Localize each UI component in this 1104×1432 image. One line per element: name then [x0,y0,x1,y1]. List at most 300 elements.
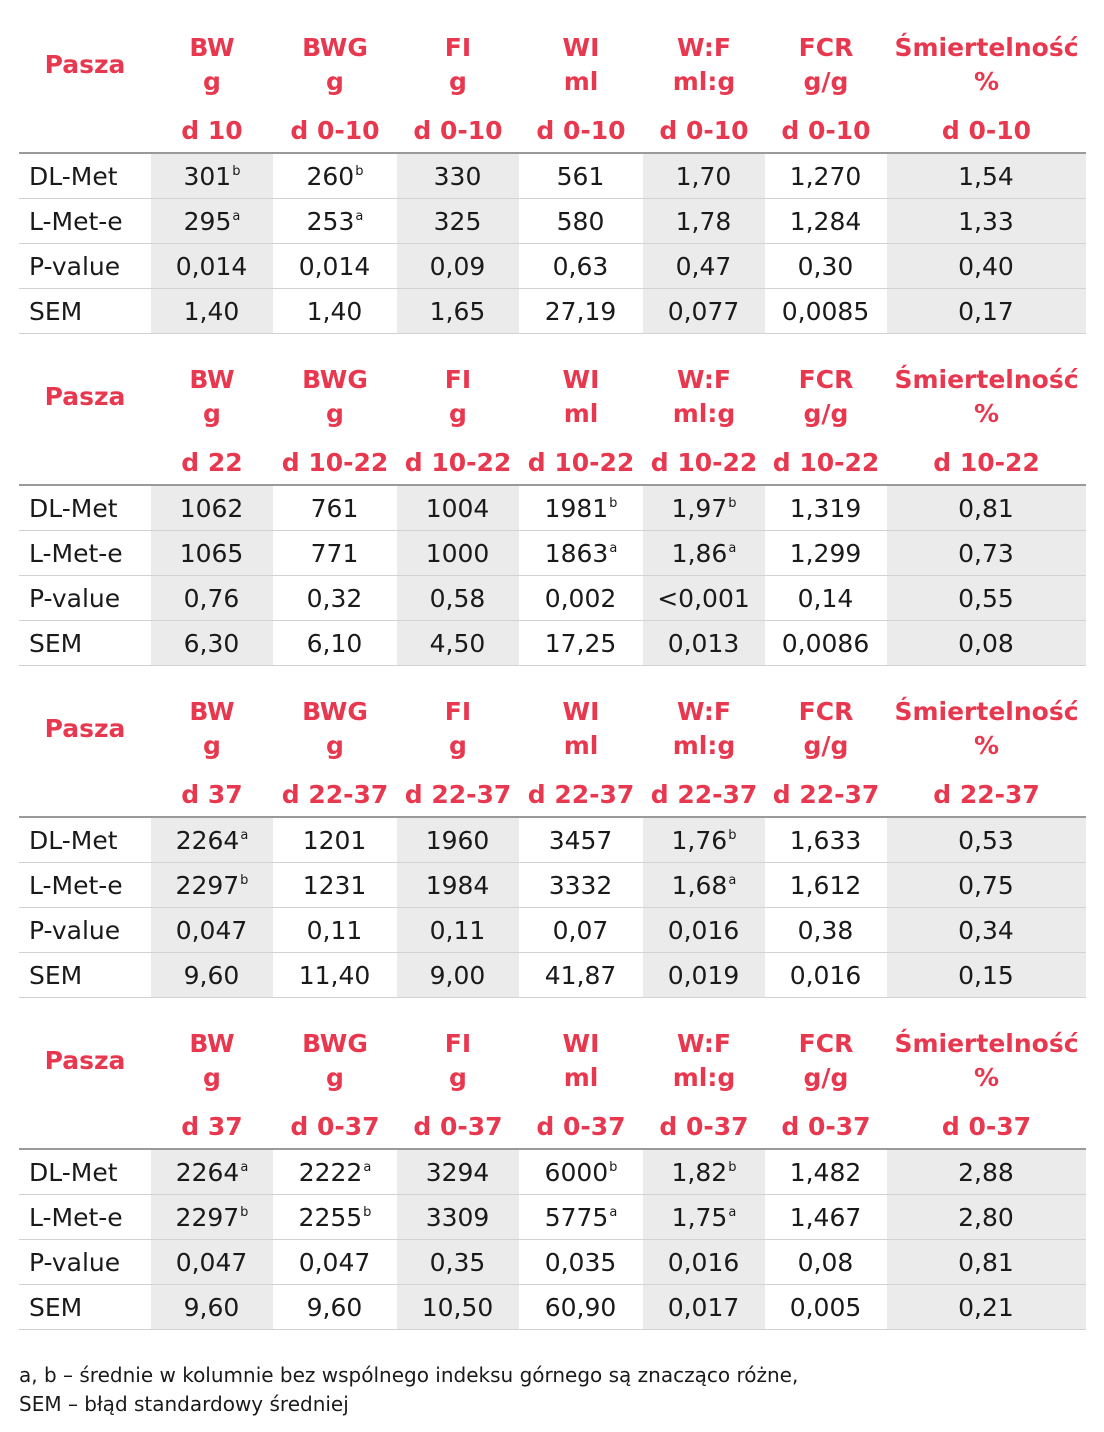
cell [151,1195,273,1240]
cell-value: 0,016 [789,960,862,990]
cell [643,485,765,531]
col-header-fcr [765,678,887,778]
footnotes [19,1361,798,1419]
col-name: WI [562,365,600,394]
cell-value: 1,54 [958,161,1014,191]
cell-value: 1,78 [675,206,732,236]
col-name: FI [444,697,472,726]
col-unit: g [203,399,221,428]
row-label: DL-Met [19,153,151,199]
table-row [19,576,1086,621]
col-header-bwg [273,678,397,778]
cell-value: 1062 [179,493,244,523]
cell [397,485,519,531]
table-row [19,199,1086,244]
col-unit: % [973,399,1000,428]
cell-value: 0,17 [958,296,1014,326]
cell-value: 2222 [298,1157,363,1187]
cell-value: 1,86 [671,538,728,568]
cell [887,1285,1086,1330]
cell-value: 6,30 [183,628,240,658]
period-spacer [19,1110,151,1149]
table-row [19,289,1086,334]
cell [765,199,887,244]
cell-value: 1,97 [671,493,728,523]
cell [151,289,273,334]
cell-value: 0,55 [958,583,1014,613]
results-table-d0-10 [19,14,1086,334]
col-unit: g [203,67,221,96]
cell [151,621,273,666]
col-unit: g [203,731,221,760]
cell-superscript: a [355,208,364,224]
col-unit: ml:g [672,399,736,428]
col-name: BWG [302,365,368,394]
period-label: d 22-37 [643,778,765,817]
col-unit: g [449,731,467,760]
cell [151,199,273,244]
col-unit: g/g [803,731,849,760]
col-name: FI [444,365,472,394]
cell-value: 0,15 [958,960,1014,990]
col-name: Śmiertelność [894,697,1079,726]
col-header-bw [151,1010,273,1110]
cell [765,1240,887,1285]
period-label: d 10-22 [519,446,643,485]
cell [765,1195,887,1240]
col-name: Śmiertelność [894,33,1079,62]
footnote-superscript-legend: a, b – średnie w kolumnie bez wspólnego indeksu górnego są znacząco różne, [19,1363,799,1387]
row-label: SEM [19,621,151,666]
cell-value: 0,0085 [781,296,870,326]
cell [643,621,765,666]
col-unit: ml [563,731,599,760]
cell [151,1240,273,1285]
col-name: FCR [798,33,854,62]
cell-value: 1,40 [306,296,363,326]
period-label: d 10-22 [273,446,397,485]
col-unit: g [326,67,344,96]
cell-superscript: a [609,1204,618,1220]
col-unit: g/g [803,1063,849,1092]
cell-value: 1,633 [789,825,862,855]
col-header-bw [151,678,273,778]
col-unit: ml [563,399,599,428]
cell-value: 0,47 [675,251,732,281]
feed-header: Pasza [44,1046,126,1075]
row-label: P-value [19,1240,151,1285]
cell-value: 2264 [175,825,240,855]
cell-value: 9,00 [429,960,486,990]
col-name: FCR [798,1029,854,1058]
row-label: L-Met-e [19,1195,151,1240]
table-row [19,863,1086,908]
cell [273,1285,397,1330]
cell [273,485,397,531]
col-name: W:F [677,33,731,62]
cell [887,1240,1086,1285]
cell [643,576,765,621]
cell [519,1285,643,1330]
col-name: BW [189,1029,235,1058]
cell [765,289,887,334]
cell-superscript: a [240,827,249,843]
cell-value: 9,60 [183,960,240,990]
col-header-bwg [273,1010,397,1110]
cell-value: 0,35 [429,1247,486,1277]
cell [643,289,765,334]
cell-value: 3309 [425,1202,490,1232]
cell-value: 0,035 [544,1247,617,1277]
cell-value: 0,32 [306,583,363,613]
row-label: DL-Met [19,817,151,863]
cell [151,244,273,289]
results-table-d10-22 [19,346,1086,666]
cell-value: 10,50 [421,1292,494,1322]
cell [273,153,397,199]
cell [151,1149,273,1195]
cell-superscript: a [363,1159,372,1175]
cell [397,1285,519,1330]
period-label: d 37 [151,778,273,817]
cell-value: 0,73 [958,538,1014,568]
row-label: DL-Met [19,1149,151,1195]
col-unit: ml [563,1063,599,1092]
col-name: WI [562,33,600,62]
cell-value: 0,40 [958,251,1014,281]
cell-superscript: b [728,1159,737,1175]
table-row [19,153,1086,199]
cell-value: 1863 [544,538,609,568]
cell [643,908,765,953]
col-header-fi [397,14,519,114]
cell-value: 1004 [425,493,490,523]
cell-value: 0,34 [958,915,1014,945]
cell-value: 3294 [425,1157,490,1187]
cell [887,953,1086,998]
col-header-fcr [765,1010,887,1110]
period-label: d 10 [151,114,273,153]
cell-value: 0,08 [797,1247,854,1277]
cell [643,153,765,199]
cell [887,485,1086,531]
period-label: d 0-10 [643,114,765,153]
cell-value: 0,047 [298,1247,371,1277]
col-name: BW [189,33,235,62]
col-header-mortality [887,678,1086,778]
cell [273,908,397,953]
cell [273,621,397,666]
cell-value: 325 [433,206,482,236]
cell-value: 0,014 [298,251,371,281]
cell [643,817,765,863]
cell-superscript: b [240,872,249,888]
cell [887,1195,1086,1240]
period-label: d 0-37 [887,1110,1086,1149]
cell [519,1149,643,1195]
cell [765,908,887,953]
col-header-wf [643,678,765,778]
cell-value: 0,14 [797,583,854,613]
cell [397,1195,519,1240]
cell-value: 761 [310,493,359,523]
cell-superscript: b [355,163,364,179]
cell [151,953,273,998]
cell [519,908,643,953]
col-unit: ml:g [672,1063,736,1092]
cell [397,817,519,863]
cell [273,1149,397,1195]
cell-value: 0,58 [429,583,486,613]
cell [151,817,273,863]
cell [151,531,273,576]
cell-value: 41,87 [544,960,617,990]
cell [397,289,519,334]
row-label: P-value [19,244,151,289]
cell [519,531,643,576]
col-header-wf [643,346,765,446]
cell-value: 561 [556,161,605,191]
cell-value: 9,60 [306,1292,363,1322]
cell [643,1285,765,1330]
cell-superscript: b [232,163,241,179]
cell-value: 0,76 [183,583,240,613]
cell [273,953,397,998]
cell [765,244,887,289]
table-row [19,244,1086,289]
period-label: d 0-37 [643,1110,765,1149]
period-label: d 10-22 [765,446,887,485]
cell-value: 1,65 [429,296,486,326]
cell-value: 1000 [425,538,490,568]
period-spacer [19,778,151,817]
cell-superscript: b [609,495,618,511]
period-label: d 0-10 [273,114,397,153]
col-header-mortality [887,14,1086,114]
cell [397,153,519,199]
cell [765,576,887,621]
cell-value: 1,33 [958,206,1014,236]
cell-value: 2264 [175,1157,240,1187]
cell [397,199,519,244]
period-label: d 22 [151,446,273,485]
cell [519,817,643,863]
col-unit: ml:g [672,731,736,760]
cell-value: 1,270 [789,161,862,191]
cell-value: <0,001 [657,583,750,613]
cell-value: 0,21 [958,1292,1014,1322]
cell-value: 1,319 [789,493,862,523]
cell-value: 0,0086 [781,628,870,658]
cell [397,1149,519,1195]
cell-value: 0,81 [958,493,1014,523]
col-header-bw [151,346,273,446]
cell [519,199,643,244]
cell-superscript: a [728,872,737,888]
cell-superscript: a [609,540,618,556]
cell [765,1285,887,1330]
cell-value: 2,88 [958,1157,1014,1187]
cell-value: 1,76 [671,825,728,855]
cell [397,576,519,621]
cell-value: 0,016 [667,915,740,945]
cell [151,863,273,908]
cell [273,1240,397,1285]
period-label: d 0-37 [765,1110,887,1149]
cell-value: 330 [433,161,482,191]
cell [765,531,887,576]
cell [397,244,519,289]
col-unit: g [326,399,344,428]
cell [273,244,397,289]
cell-value: 1,40 [183,296,240,326]
col-unit: g [449,399,467,428]
col-unit: g [449,67,467,96]
cell [765,153,887,199]
cell [273,817,397,863]
table-row [19,621,1086,666]
cell-value: 0,014 [175,251,248,281]
cell-value: 1065 [179,538,244,568]
col-header-fcr [765,346,887,446]
period-label: d 22-37 [765,778,887,817]
row-label: P-value [19,908,151,953]
cell [151,153,273,199]
cell-value: 771 [310,538,359,568]
col-header-bwg [273,346,397,446]
results-table-d0-37 [19,1010,1086,1330]
cell-value: 1,612 [789,870,862,900]
cell-value: 0,53 [958,825,1014,855]
cell [887,576,1086,621]
col-name: BW [189,697,235,726]
cell-superscript: b [240,1204,249,1220]
cell-value: 6,10 [306,628,363,658]
cell-value: 11,40 [298,960,371,990]
col-unit: % [973,731,1000,760]
cell-value: 0,077 [667,296,740,326]
cell [643,863,765,908]
cell-superscript: a [232,208,241,224]
cell-value: 27,19 [544,296,617,326]
cell [151,576,273,621]
col-unit: g [326,731,344,760]
row-label: P-value [19,576,151,621]
period-spacer [19,446,151,485]
cell-value: 1201 [302,825,367,855]
period-label: d 0-10 [397,114,519,153]
cell [887,621,1086,666]
cell-value: 0,81 [958,1247,1014,1277]
cell-value: 0,005 [789,1292,862,1322]
cell [643,1195,765,1240]
cell-value: 1,70 [675,161,732,191]
cell [273,199,397,244]
cell [519,1195,643,1240]
col-header-wi [519,346,643,446]
period-label: d 0-10 [887,114,1086,153]
feed-header: Pasza [44,714,126,743]
cell-value: 0,38 [797,915,854,945]
period-label: d 10-22 [887,446,1086,485]
cell-superscript: a [240,1159,249,1175]
cell [643,1240,765,1285]
feed-header: Pasza [44,50,126,79]
cell-value: 2255 [298,1202,363,1232]
cell [397,1240,519,1285]
cell [643,244,765,289]
table-row [19,531,1086,576]
row-label: SEM [19,1285,151,1330]
cell [397,953,519,998]
cell [519,1240,643,1285]
cell [887,817,1086,863]
cell [397,531,519,576]
period-label: d 0-37 [397,1110,519,1149]
cell-value: 3457 [548,825,613,855]
row-label: SEM [19,953,151,998]
col-unit: g/g [803,67,849,96]
col-header-wi [519,678,643,778]
cell-value: 1,75 [671,1202,728,1232]
col-header-mortality [887,346,1086,446]
cell-value: 1,284 [789,206,862,236]
col-name: BWG [302,697,368,726]
row-label: L-Met-e [19,199,151,244]
cell-value: 0,019 [667,960,740,990]
cell [765,863,887,908]
cell [643,199,765,244]
cell-value: 5775 [544,1202,609,1232]
cell [151,485,273,531]
col-header-fi [397,346,519,446]
period-label: d 0-10 [519,114,643,153]
row-label: DL-Met [19,485,151,531]
col-name: W:F [677,697,731,726]
col-name: BWG [302,1029,368,1058]
col-name: BWG [302,33,368,62]
cell-value: 2,80 [958,1202,1014,1232]
table-row [19,908,1086,953]
col-name: WI [562,1029,600,1058]
cell-value: 4,50 [429,628,486,658]
cell-value: 580 [556,206,605,236]
table-block-2 [19,346,1086,666]
cell-value: 1,482 [789,1157,862,1187]
col-unit: % [973,67,1000,96]
col-name: FI [444,1029,472,1058]
cell [765,817,887,863]
cell-value: 1981 [544,493,609,523]
cell [887,199,1086,244]
cell-value: 0,047 [175,915,248,945]
cell-value: 2297 [175,870,240,900]
cell [519,863,643,908]
period-label: d 0-10 [765,114,887,153]
cell [519,289,643,334]
period-label: d 22-37 [887,778,1086,817]
cell-value: 0,016 [667,1247,740,1277]
cell [151,1285,273,1330]
col-header-bwg [273,14,397,114]
cell [887,244,1086,289]
cell [887,153,1086,199]
col-name: Śmiertelność [894,1029,1079,1058]
cell [765,485,887,531]
table-block-4 [19,1010,1086,1330]
cell [397,863,519,908]
col-unit: ml:g [672,67,736,96]
